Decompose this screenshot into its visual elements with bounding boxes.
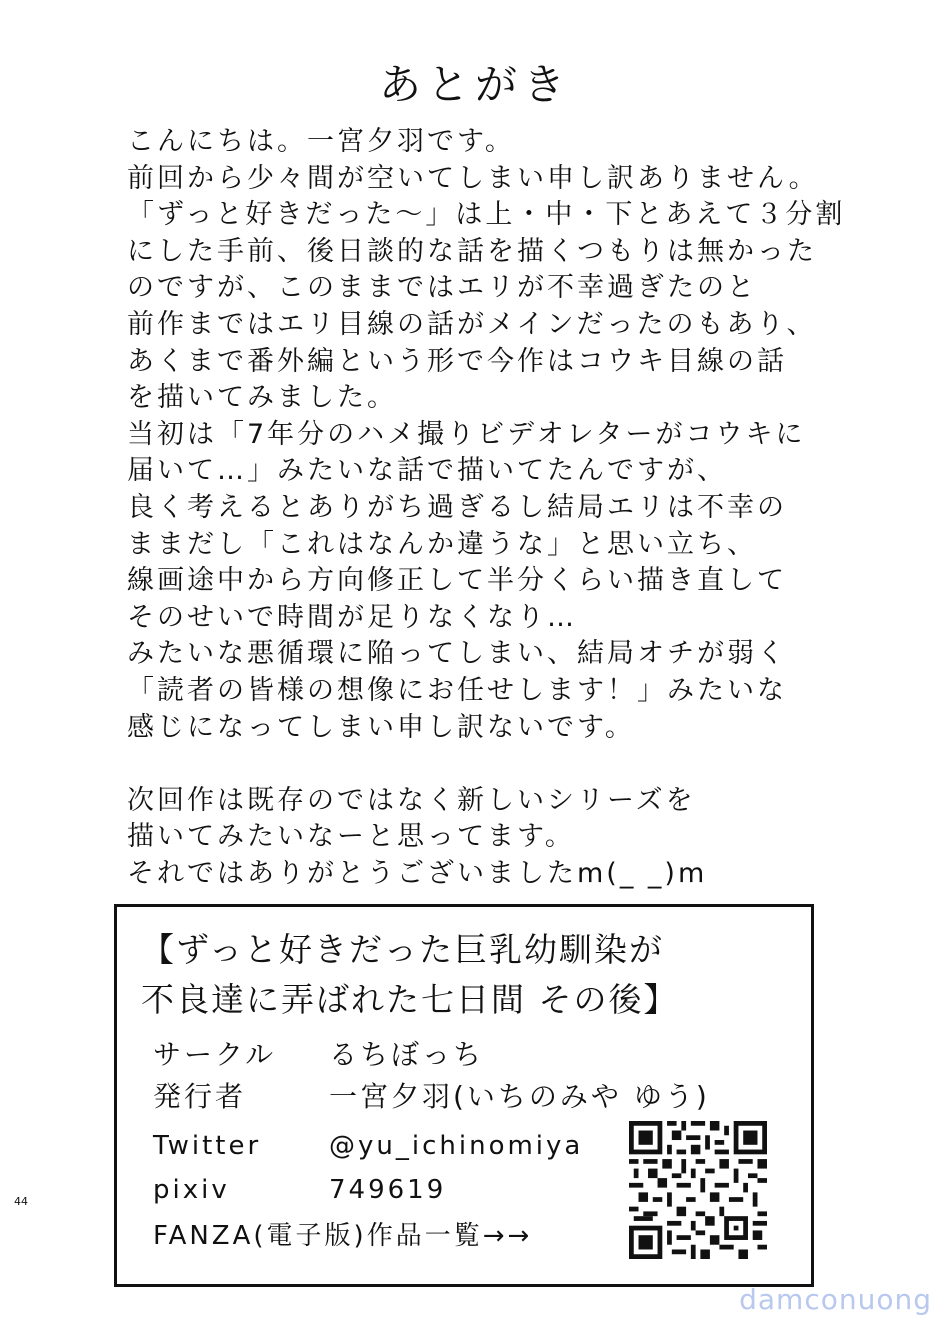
publisher-label: 発行者 (153, 1080, 247, 1113)
book-title-line: 【ずっと好きだった巨乳幼馴染が (141, 930, 665, 969)
body-line: 「読者の皆様の想像にお任せします！」みたいな (127, 674, 787, 706)
body-line: 「ずっと好きだった～」は上・中・下とあえて３分割 (127, 199, 846, 231)
body-line: 良く考えるとありがち過ぎるし結局エリは不幸の (127, 491, 787, 523)
body-line: みたいな悪循環に陥ってしまい、結局オチが弱く (127, 638, 787, 670)
body-line: そのせいで時間が足りなくなり… (127, 601, 577, 633)
publisher-row (153, 1075, 710, 1115)
page-number: 44 (14, 1195, 28, 1208)
book-title (141, 925, 781, 1025)
body-blank-line (127, 746, 887, 783)
book-title-line: 不良達に弄ばれた七日間 その後】 (141, 980, 679, 1019)
body-line: 次回作は既存のではなく新しいシリーズを (127, 784, 696, 816)
publisher-value: 一宮夕羽(いちのみや ゆう) (329, 1080, 710, 1113)
fanza-link-text: FANZA(電子版)作品一覧→→ (153, 1221, 533, 1251)
colophon-box (114, 904, 814, 1287)
body-line: を描いてみました。 (127, 382, 397, 414)
body-line: 感じになってしまい申し訳ないです。 (127, 711, 635, 743)
pixiv-row (153, 1175, 446, 1205)
qr-code-icon (629, 1121, 767, 1259)
body-line: 届いて…」みたいな話で描いてたんですが、 (127, 455, 727, 487)
body-line: のですが、このままではエリが不幸過ぎたのと (127, 272, 757, 304)
body-line: 前回から少々間が空いてしまい申し訳ありません。 (127, 162, 819, 194)
circle-row (153, 1033, 484, 1073)
body-line: にした手前、後日談的な話を描くつもりは無かった (127, 235, 817, 267)
twitter-value: @yu_ichinomiya (329, 1131, 584, 1161)
body-line: それではありがとうございましたm(_ _)m (127, 857, 708, 889)
body-line: こんにちは。一宮夕羽です。 (127, 126, 515, 157)
circle-value: るちぼっち (329, 1038, 485, 1071)
body-line: 線画途中から方向修正して半分くらい描き直して (127, 565, 787, 597)
twitter-label: Twitter (153, 1131, 262, 1161)
fanza-row (153, 1215, 532, 1252)
body-line: ままだし「これはなんか違うな」と思い立ち、 (127, 528, 757, 560)
circle-label: サークル (153, 1038, 277, 1071)
pixiv-value: 749619 (329, 1175, 447, 1205)
twitter-row (153, 1131, 583, 1161)
afterword-body (127, 124, 887, 892)
body-line: 当初は「7年分のハメ撮りビデオレターがコウキに (127, 418, 806, 450)
body-line: あくまで番外編という形で今作はコウキ目線の話 (127, 345, 787, 377)
body-line: 前作まではエリ目線の話がメインだったのもあり、 (127, 308, 817, 340)
pixiv-label: pixiv (153, 1175, 230, 1205)
page-title: あとがき (378, 60, 571, 109)
body-line: 描いてみたいなーと思ってます。 (127, 821, 575, 853)
watermark-logo: damconuong (739, 1283, 932, 1316)
